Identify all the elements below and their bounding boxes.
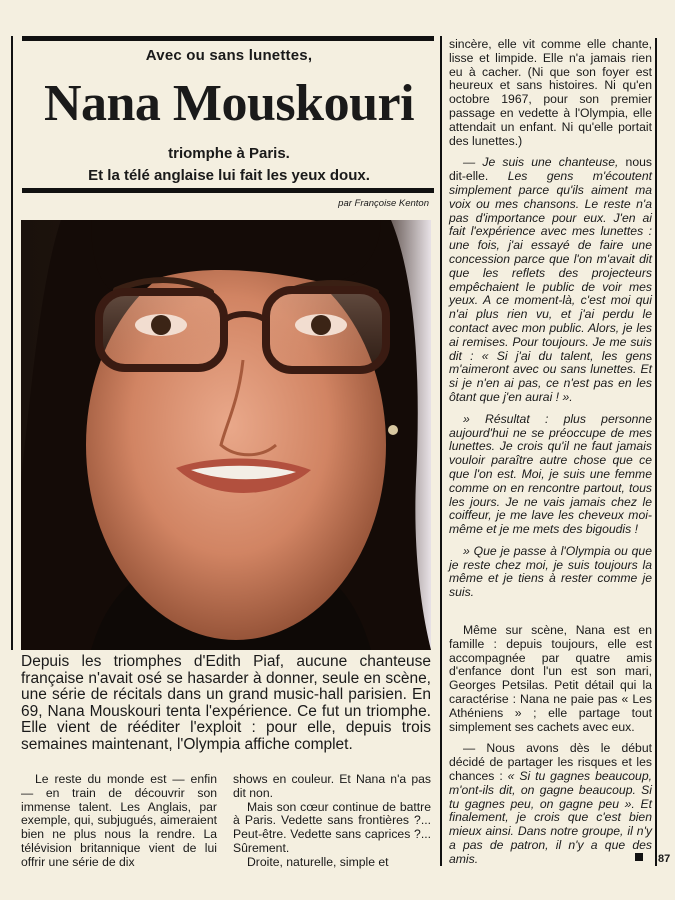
right-column-rule [440,36,442,866]
col3-paragraph-4: » Que je passe à l'Olympia ou que je reste chez moi, je suis toujours la même et je tiens à rester comme je suis. [449,543,652,600]
col3-paragraph-6 [449,742,652,866]
header-top-bar [22,36,434,41]
headline-kicker: Avec ou sans lunettes, [145,47,313,64]
col2-paragraph-2: Mais son cœur continue de battre à Paris. Vedette sans frontières ?... Peut-être. Vedette sans caprices ?... Sûrement. [233,799,431,855]
col3-paragraph-5: Même sur scène, Nana est en famille : depuis toujours, elle est accompagnée par quatre amis d'enfance dont l'un est son mari, Georges Petsilas. Petit détail qui la caractérise : Nana ne paie pas « Les Athéniens » ; elle partage tout simplement ses cachets avec eux. [449,623,652,734]
page-number: 87 [658,853,671,865]
lead-paragraph: Depuis les triomphes d'Edith Piaf, aucune chanteuse française n'avait osé se hasarder à donner, seule en scène, une série de récitals dans un grand music-hall parisien. En 69, Nana Mouskouri tenta l'expérience. Ce fut un triomphe. Elle vient de rééditer l'exploit : pour elle, depuis trois semaines maintenant, l'Olympia affiche complet. [21,653,431,753]
body-column-2 [233,773,431,870]
left-column-rule [11,36,13,650]
headline-sub-1: triomphe à Paris. [168,145,290,162]
col1-paragraph-1: Le reste du monde est — enfin — en train de découvrir son immense talent. Les Anglais, par exemple, qui, subjugués, aimeraient bien ne plus nous la rendre. La télévision britannique vient de lui offrir une série de dix [21,772,217,869]
col3-quote2-open: — Nous avons dès le début décidé de partager les risques et les chances : [449,741,652,784]
col3-quote-open: — Je suis une chanteuse, [463,155,619,170]
headline-sub-2: Et la télé anglaise lui fait les yeux doux. [88,167,370,184]
body-column-3 [449,38,652,867]
col3-quote2-body: « Si tu gagnes beaucoup, m'ont-ils dit, on gagne beaucoup. Si tu gagnes peu, on gagne peu ». Et finalement, je crois que c'est bien mieux ainsi. Dans notre groupe, il n'y a pas de patron, il n'y a que des amis. [449,769,652,866]
page-edge-rule [655,38,657,866]
body-column-1 [21,773,217,870]
col3-paragraph-1: sincère, elle vit comme elle chante, lisse et limpide. Elle n'a jamais rien eu à cacher. (Ni que son foyer est heureux et sans histoires. Ni qu'en octobre 1967, pour son premier passage en vedette à l'Olympia, elle attendait un enfant. Ni qu'elle portait des lunettes.) [449,37,652,148]
headline-title: Nana Mouskouri [43,75,415,132]
col3-attribution: nous dit-elle. [449,155,652,184]
portrait-illustration [21,220,431,650]
portrait-photo [21,220,431,650]
col2-paragraph-3: Droite, naturelle, simple et [247,854,389,869]
col3-quote-body: Les gens m'écoutent simplement parce qu'ils aiment ma voix ou mes chansons. Le reste n'a pas d'importance pour eux. J'en ai fait l'expérience avec mes lunettes : une fois, j'ai essayé de faire une concession parce que l'on m'avait dit que les reflets des projecteurs empêchaient le public de voir mes yeux. A ce moment-là, c'est moi qui n'ai plus rien vu, et j'ai perdu le contact avec mon public. Alors, je les ai remises. Pour toujours. Je me suis dit : « Si j'ai du talent, les gens m'aimeront avec ou sans lunettes. Et si je n'en ai pas, ce n'est pas en les ôtant que j'en aurai ! ». [449,169,652,404]
end-of-article-mark [635,853,643,861]
byline: par Françoise Kenton [338,198,429,209]
col3-paragraph-3: » Résultat : plus personne aujourd'hui ne se préoccupe de mes lunettes. Je crois qu'il ne faut jamais vouloir paraître autre chose que ce que l'on est. Moi, je suis une femme comme on en rencontre partout, tous les jours. Je ne vais jamais chez le coiffeur, je me lave les cheveux moi-même et je me mets des bigoudis ! [449,411,652,537]
header-bottom-bar [22,188,434,193]
col3-paragraph-2 [449,156,652,404]
col2-paragraph-1: shows en couleur. Et Nana n'a pas dit non. [233,772,431,800]
